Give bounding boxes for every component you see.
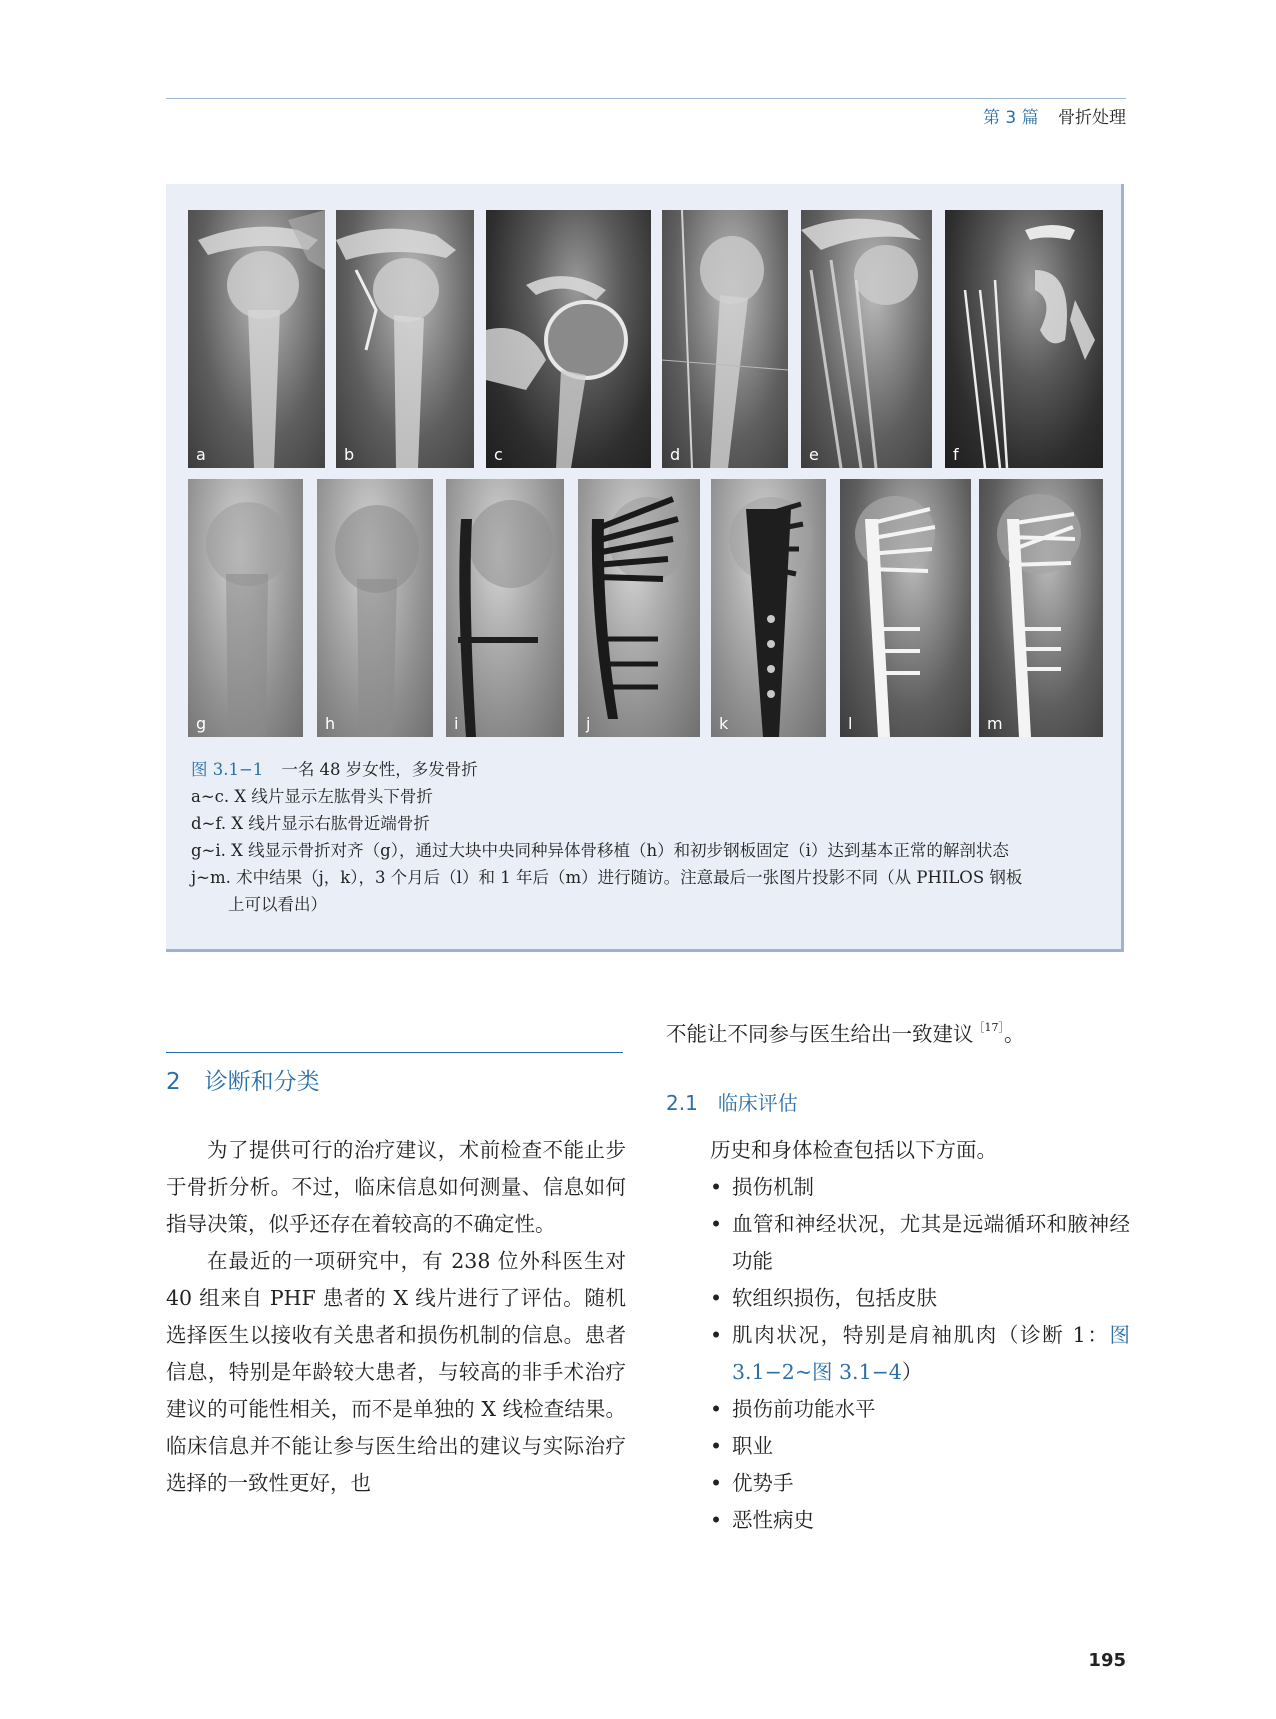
- bullet-icon: •: [710, 1508, 723, 1532]
- bullet-icon: •: [710, 1397, 723, 1421]
- subsection-title: 临床评估: [717, 1091, 798, 1115]
- bullet-icon: •: [710, 1434, 723, 1458]
- xray-panel-a: [188, 210, 325, 468]
- continuation-text: 不能让不同参与医生给出一致建议: [666, 1022, 974, 1046]
- panel-letter: g: [196, 714, 207, 733]
- xray-panel-l: [840, 479, 971, 737]
- list-item: • 优势手: [710, 1465, 1130, 1502]
- xray-panel-j: [578, 479, 700, 737]
- panel-letter: m: [987, 714, 1003, 733]
- section-heading: [166, 1063, 320, 1096]
- section-title: 诊断和分类: [204, 1069, 320, 1095]
- xray-panel-e: [801, 210, 932, 468]
- caption-line: a~c. X 线片显示左肱骨头下骨折: [191, 787, 433, 806]
- section-number: 2: [166, 1069, 181, 1095]
- panel-letter: b: [344, 445, 355, 464]
- panel-letter: i: [454, 714, 459, 733]
- xray-panel-g: [188, 479, 303, 737]
- bullet-icon: •: [710, 1471, 723, 1495]
- header-rule: [166, 98, 1126, 99]
- panel-letter: k: [719, 714, 729, 733]
- panel-letter: a: [196, 445, 206, 464]
- panel-letter: h: [325, 714, 336, 733]
- right-column-continuation: [666, 1017, 1025, 1047]
- panel-letter: e: [809, 445, 819, 464]
- list-item: • 损伤机制: [710, 1169, 1130, 1206]
- figure-caption: [191, 756, 1111, 918]
- page-number: 195: [1088, 1650, 1126, 1671]
- section-label: 骨折处理: [1058, 108, 1126, 128]
- citation: ［17］: [973, 1021, 1004, 1034]
- bullet-icon: •: [710, 1212, 723, 1236]
- list-intro: 历史和身体检查包括以下方面。: [710, 1138, 997, 1162]
- bullet-list: [710, 1169, 1130, 1539]
- bullet-icon: •: [710, 1175, 723, 1199]
- list-item: • 肌肉状况，特别是肩袖肌肉（诊断 1：图 3.1−2~图 3.1−4）: [710, 1317, 1130, 1391]
- left-column-text: [166, 1132, 626, 1502]
- xray-panel-i: [446, 479, 564, 737]
- panel-letter: l: [848, 714, 853, 733]
- xray-panel-f: [945, 210, 1103, 468]
- list-item: • 职业: [710, 1428, 1130, 1465]
- panel-letter: f: [953, 445, 959, 464]
- list-item: • 恶性病史: [710, 1502, 1130, 1539]
- right-column-text: [710, 1132, 1130, 1539]
- caption-line: j~m. 术中结果（j，k），3 个月后（l）和 1 年后（m）进行随访。注意最后一张图片投影不同（从 PHILOS 钢板: [191, 868, 1023, 887]
- subsection-heading: [666, 1087, 798, 1116]
- panel-letter: d: [670, 445, 681, 464]
- caption-title: 一名 48 岁女性，多发骨折: [281, 760, 478, 779]
- section-rule: [166, 1052, 623, 1053]
- subsection-number: 2.1: [666, 1091, 698, 1115]
- panel-letter: j: [586, 714, 591, 733]
- caption-continuation: 上可以看出）: [228, 895, 327, 914]
- caption-line: g~i. X 线显示骨折对齐（g），通过大块中央同种异体骨移植（h）和初步钢板固定（i）达到基本正常的解剖状态: [191, 841, 1009, 860]
- xray-panel-m: [979, 479, 1103, 737]
- list-item: • 软组织损伤，包括皮肤: [710, 1280, 1130, 1317]
- xray-panel-b: [336, 210, 474, 468]
- figure-reference-link[interactable]: 图 3.1−2~图 3.1−4: [732, 1323, 1130, 1384]
- caption-title-line: [191, 756, 1111, 783]
- xray-panel-c: [486, 210, 651, 468]
- panel-letter: c: [494, 445, 503, 464]
- xray-panel-d: [662, 210, 788, 468]
- continuation-end: 。: [1004, 1022, 1025, 1046]
- figure-label: 图 3.1−1: [191, 760, 264, 779]
- xray-panel-h: [317, 479, 433, 737]
- part-label: 第 3 篇: [982, 108, 1039, 128]
- caption-line: d~f. X 线片显示右肱骨近端骨折: [191, 814, 430, 833]
- paragraph: 为了提供可行的治疗建议，术前检查不能止步于骨折分析。不过，临床信息如何测量、信息如何指导决策，似乎还存在着较高的不确定性。: [166, 1138, 626, 1236]
- paragraph: 在最近的一项研究中，有 238 位外科医生对 40 组来自 PHF 患者的 X 线片进行了评估。随机选择医生以接收有关患者和损伤机制的信息。患者信息，特别是年龄较大患者，与较高的非手术治疗建议的可能性相关，而不是单独的 X 线检查结果。临床信息并不能让参与医生给出的建议与实际治疗选择的一致性更好，也: [166, 1249, 626, 1495]
- list-item: • 血管和神经状况，尤其是远端循环和腋神经功能: [710, 1206, 1130, 1280]
- bullet-icon: •: [710, 1286, 723, 1310]
- xray-panel-k: [711, 479, 826, 737]
- running-header: [983, 103, 1126, 128]
- list-item: • 损伤前功能水平: [710, 1391, 1130, 1428]
- bullet-icon: •: [710, 1323, 723, 1347]
